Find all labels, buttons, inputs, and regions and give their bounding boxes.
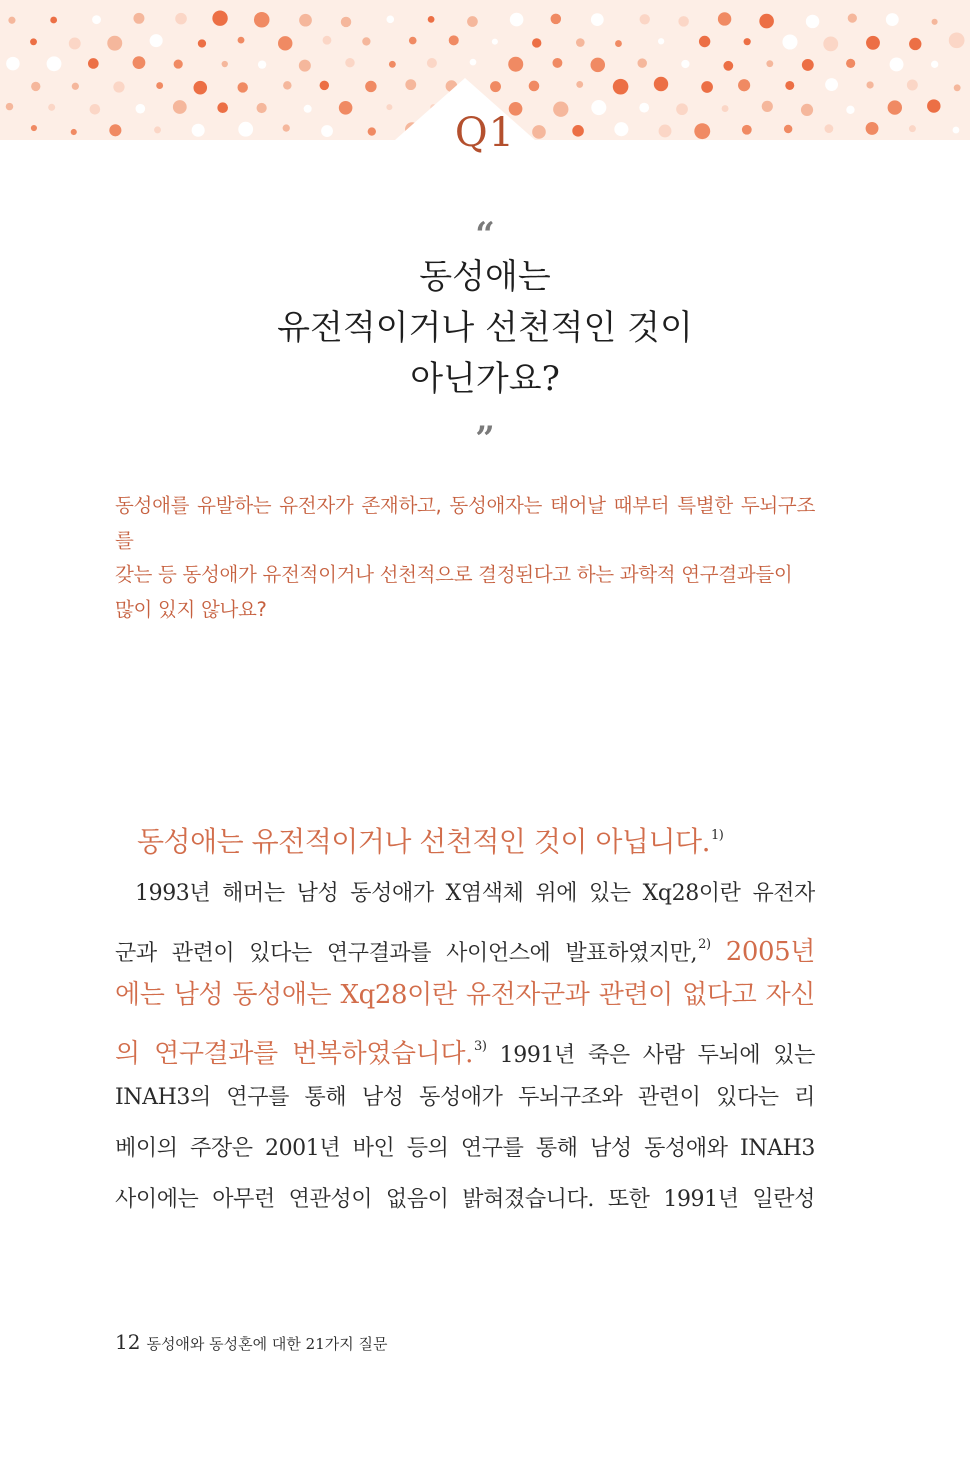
dot [615, 40, 622, 47]
body-line [115, 970, 815, 1021]
book-title: 동성애와 동성혼에 대한 21가지 질문 [146, 1335, 388, 1353]
answer-heading-text: 동성애는 유전적이거나 선천적인 것이 아닙니다. [137, 825, 710, 858]
body-text: 사이에는 아무런 연관성이 없음이 밝혀졌습니다. 또한 1991년 일란성 [115, 1187, 815, 1212]
dot [508, 57, 523, 72]
dot [174, 60, 183, 69]
dot [470, 59, 477, 66]
dot [107, 36, 122, 51]
dot [866, 36, 880, 50]
dot [283, 81, 291, 89]
dot [613, 79, 629, 95]
title-line: 유전적이거나 선천적인 것이 [277, 308, 693, 348]
dot [428, 16, 435, 23]
dot [449, 35, 459, 45]
dot [718, 12, 731, 25]
dot [69, 38, 81, 50]
dot [866, 81, 873, 88]
dot [409, 37, 417, 45]
dot [387, 16, 395, 24]
dot [6, 57, 20, 71]
dot [637, 58, 646, 67]
dot [909, 38, 921, 50]
dot [156, 82, 163, 89]
footnote-ref: 1) [710, 828, 724, 843]
dot [254, 12, 270, 28]
highlight-text: 2005년 [725, 937, 815, 967]
dot [113, 81, 124, 92]
dot [699, 36, 710, 47]
dot [299, 14, 312, 27]
dot [30, 38, 37, 45]
dot [576, 81, 583, 88]
dot [72, 83, 79, 90]
dot [133, 56, 146, 69]
dot [92, 15, 101, 24]
dot [365, 81, 376, 92]
dot [848, 13, 857, 22]
dot [427, 58, 437, 68]
dot [362, 37, 370, 45]
dot [8, 17, 15, 24]
dot [591, 13, 604, 26]
dot [389, 61, 396, 68]
dot [802, 59, 814, 71]
body-line [115, 1123, 815, 1174]
body-line [115, 919, 815, 970]
footnote-ref: 3) [473, 1039, 487, 1054]
dot [640, 14, 650, 24]
question-line: 많이 있지 않나요? [115, 597, 267, 621]
body-line [115, 1072, 815, 1123]
dot [759, 14, 774, 29]
dot [576, 38, 585, 47]
dot [323, 36, 332, 45]
footnote-ref: 2) [698, 937, 711, 952]
body-text: 군과 관련이 있다는 연구결과를 사이언스에 발표하였지만, [115, 941, 698, 966]
question-line: 동성애를 유발하는 유전자가 존재하고, 동성애자는 태어날 때부터 특별한 두뇌구조를 [115, 494, 815, 552]
dot [723, 61, 733, 71]
answer-body [115, 868, 815, 1225]
body-line [115, 1021, 815, 1072]
dot [678, 16, 689, 27]
dot [806, 15, 819, 28]
page-number: 12 [115, 1330, 141, 1354]
dot [258, 60, 266, 68]
dot [782, 34, 797, 49]
dot [954, 84, 961, 91]
dot [299, 60, 311, 72]
dot [198, 39, 206, 47]
dot [47, 56, 62, 71]
dot [785, 81, 794, 90]
dot [949, 32, 965, 48]
dot [931, 61, 938, 68]
dot [193, 81, 207, 95]
title-line: 동성애는 [419, 257, 551, 297]
dot [825, 78, 838, 91]
dot [701, 81, 713, 93]
dot [237, 82, 247, 92]
highlight-text: 에는 남성 동성애는 Xq28이란 유전자군과 관련이 없다고 자신 [115, 980, 815, 1010]
body-text: 1993년 해머는 남성 동성애가 X염색체 위에 있는 Xq28이란 유전자 [135, 881, 815, 906]
dot [890, 58, 904, 72]
question-title [0, 252, 970, 405]
question-line: 갖는 등 동성애가 유전적이거나 선천적으로 결정된다고 하는 과학적 연구결과들이 [115, 563, 793, 586]
dot [886, 13, 899, 26]
dot [738, 79, 750, 91]
dot [133, 13, 144, 24]
question-summary [115, 489, 815, 627]
dot [744, 38, 751, 45]
dot [345, 58, 354, 67]
dot [212, 11, 227, 26]
dot [467, 16, 478, 27]
dot [658, 38, 664, 44]
dot [552, 58, 562, 68]
question-number: Q1 [454, 110, 516, 156]
dot [50, 17, 57, 24]
dot [341, 17, 351, 27]
dot [175, 13, 187, 25]
dot [88, 58, 99, 69]
page-footer [115, 1330, 387, 1354]
body-line [115, 1174, 815, 1225]
dot [278, 36, 292, 50]
dot [31, 82, 40, 91]
body-text: INAH3의 연구를 통해 남성 동성애가 두뇌구조와 관련이 있다는 리 [115, 1085, 815, 1110]
dot [654, 77, 668, 91]
body-text: 베이의 주장은 2001년 바인 등의 연구를 통해 남성 동성애와 INAH3 [115, 1136, 815, 1161]
dot [150, 34, 163, 47]
dot [238, 37, 245, 44]
answer-heading [137, 820, 837, 860]
open-quote-icon: “ [475, 215, 495, 255]
dot [823, 36, 838, 51]
dot [846, 59, 855, 68]
dot [510, 13, 524, 27]
dot [222, 61, 228, 67]
dot [591, 58, 606, 73]
dot [320, 81, 329, 90]
dot [932, 19, 938, 25]
dot [551, 14, 562, 25]
body-line [115, 868, 815, 919]
title-line: 아닌가요? [410, 359, 560, 399]
dot [681, 60, 689, 68]
dot [532, 38, 541, 47]
body-text: 1991년 죽은 사람 두뇌에 있는 [499, 1043, 815, 1068]
highlight-text: 의 연구결과를 번복하였습니다. [115, 1039, 473, 1069]
dot [766, 60, 773, 67]
close-quote-icon: ” [475, 419, 495, 459]
dot [492, 39, 498, 45]
dot [907, 80, 918, 91]
